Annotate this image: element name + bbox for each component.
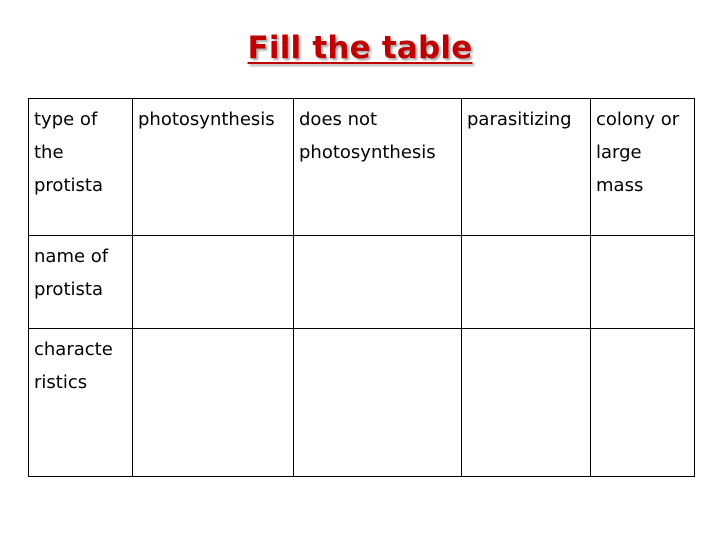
row-label-name: name of protista (29, 236, 133, 329)
table-header-cell-type: type of the protista (29, 99, 133, 236)
row-label-characteristics: characte ristics (29, 329, 133, 477)
table-cell-empty[interactable] (591, 329, 695, 477)
fill-in-table (28, 98, 695, 477)
table-header-cell-colony: colony or large mass (591, 99, 695, 236)
table-header-cell-parasitizing: parasitizing (462, 99, 591, 236)
table-header-cell-no-photosynthesis: does not photosynthesis (294, 99, 462, 236)
table-cell-empty[interactable] (294, 329, 462, 477)
table-cell-empty[interactable] (462, 329, 591, 477)
table-cell-empty[interactable] (462, 236, 591, 329)
table-header-row (29, 99, 695, 236)
table-row (29, 236, 695, 329)
table-cell-empty[interactable] (591, 236, 695, 329)
page-title: Fill the table (247, 30, 473, 66)
table-cell-empty[interactable] (133, 236, 294, 329)
table-row (29, 329, 695, 477)
table-cell-empty[interactable] (133, 329, 294, 477)
table-cell-empty[interactable] (294, 236, 462, 329)
table-header-cell-photosynthesis: photosynthesis (133, 99, 294, 236)
